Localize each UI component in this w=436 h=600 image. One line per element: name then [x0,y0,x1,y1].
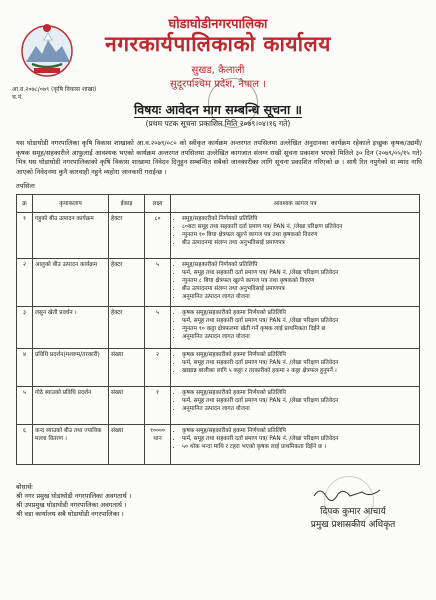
signatory-title: प्रमुख प्रशासकीय अधिकृत [310,520,396,530]
header-unit: ईकाइ [109,195,145,213]
row-target: ८० [145,213,171,259]
bodhartha-item: श्री उपप्रमुख घोडाघोडी नगरपालिका अवगतार्थ । [16,501,127,509]
header-activity: कृयाकलाप [33,195,109,213]
row-documents [171,259,420,307]
document-item: • समूह/सहकारीको निर्णयको प्रतिलिपि [182,215,417,223]
document-item: • फर्म, समूह तथा सहकारी दर्ता प्रमाण पत्र/ PAN नं. /लेखा परिक्षण प्रतिवेदन [182,397,417,405]
row-sn: ४ [17,349,33,387]
notice-publish-date: (प्रथम पटक सूचना प्रकाशित मिति २०७९।०४।१६ गते) [145,119,291,128]
row-target: १ [145,387,171,425]
table-row [17,425,420,465]
row-activity: गहुको बीउ उत्पादन कार्यक्रम [33,213,109,259]
header-sn: क्र [17,195,33,213]
table-header-row [17,195,420,213]
row-sn: १ [17,213,33,259]
document-item: • फर्म, समूह तथा सहकारी दर्ता प्रमाण पत्र/ PAN नं. /लेखा परिक्षण प्रतिवेदन [182,317,417,325]
row-documents [171,349,420,387]
row-unit: हेक्टर [109,259,145,307]
bodhartha-list [16,492,131,519]
document-item: • ८०बटा समूह तथा सहकारी दर्ता प्रमाण पत्र/ PAN नं. /लेखा परिक्षण प्रतिवेदन [182,223,417,231]
row-documents [171,387,420,425]
bodhartha-label: बोधार्थः [16,483,33,491]
row-unit: हेक्टर [109,307,145,349]
bodhartha-item: श्री नगर प्रमुख घोडाघोडी नगरपालिका अवगतार्थ । [16,492,132,500]
municipality-name: घोडाघोडीनगरपालिका [168,17,268,32]
document-item: • समूह/सहकारीको निर्णयको प्रतिलिपि [182,261,417,269]
row-target: ५ [145,307,171,349]
document-item: • अनुमानित उत्पादन लागत योजना [182,293,417,301]
table-row [17,307,420,349]
header-target: लक्ष्य [145,195,171,213]
document-item: • अनुमानित उत्पादन लागत योजना [182,333,417,341]
reference-fiscal-year: आ.व.२०७८/०७९ (कृषि विकास शाखा) [12,86,97,93]
document-item: • बीउ उत्पादनमा संलग्न तथा अनुभविसाई प्रमाणपत्र [182,285,417,293]
document-item: • कृषक समूह/सहकारीको हकमा निर्णयको प्रतिलिपि [182,351,417,359]
row-unit: संख्या [109,387,145,425]
row-documents [171,213,420,259]
table-row [17,259,420,307]
notice-subject: विषयः आवेदन माग सम्बन्धि सूचना ॥ [133,102,303,117]
row-target: ५ [145,259,171,307]
document-item: • कृषक समूह/सहकारीको हकमा निर्णयको प्रतिलिपि [182,389,417,397]
table-label: तपसिलः [16,182,36,190]
row-unit: हेक्टर [109,213,145,259]
table-row [17,213,420,259]
document-item: • अनुमानित उत्पादन लागत योजना [182,405,417,413]
row-documents [171,307,420,349]
document-item: • ५० थोक भन्दा माथि र टहरा भएको कृषक लाई प्राथमिकता दिईने छ । [182,443,417,451]
document-item: • खाद्यान्न बालीका लागि ५ कठ्ठा र तरकारीको हकमा २ कठ्ठा क्षेत्रफल हुनुपर्ने । [182,367,417,375]
programs-table [16,194,420,465]
row-target: १०००० थान [145,425,171,465]
row-sn: ५ [17,387,33,425]
row-activity: कन्द ब्याउको बीउ तथा ज्याविक मल्ला वितरण । [33,425,109,465]
row-sn: ६ [17,425,33,465]
office-province: सुदूरपश्चिम प्रदेश, नेपाल । [170,79,266,90]
signatory-block [288,506,418,532]
document-item: • न्युनतम १० बिघा क्षेत्रफल खुल्ने कागज पत्र तथा कृषकको विवरण [182,231,417,239]
document-item: • कृषक समूह/सहकारीको हकमा निर्णयको प्रतिलिपि [182,309,417,317]
row-activity: आलुको बीउ उत्पादन कार्यक्रम [33,259,109,307]
document-item: • न्युनतम ८ बिघा क्षेत्रफल खुल्ने कागज पत्र तथा कृषकको विवरण [182,277,417,285]
row-unit: संख्या [109,425,145,465]
table-row [17,387,420,425]
document-item: • न्युनतम १० कठ्ठा क्षेत्रफलमा खेती गर्ने कृषक लाई प्राथमिकता दिईने छ [182,325,417,333]
document-item: • बीउ उत्पादनमा संलग्न तथा अनुभविसाई प्रमाणपत्र [182,239,417,247]
document-item: • फर्म, समूह तथा सहकारी दर्ता प्रमाण पत्र/ PAN नं. /लेखा परिक्षण प्रतिवेदन [182,359,417,367]
notice-body: यस घोडाघोडी नगरपालिका कृषि विकास शाखाको आ.व.२०७९/०८० को स्वीकृत कार्यक्रम अन्तरगत तपसिलमा उल्लेखित अनुदानका कार्यक्रम रहेकाले इच्छुक कृषक/उद्यमी/कृषक समूह/सहकारीले आफुलाई आवश्यक भएको कार्यक्रम अन्तरगत तपसिलमा उल्लेखित कागजात संलग्न राखी सूचना प्रकाशन भएको मितिले ३० दिन (२०७९/०५/१५ गते) भित्र यस घोडाघोडी नगरपालिकाको कृषि विकास शाखामा निवेदन दिनुहुन सम्बन्धित सबैको जानकारीका लागि सूचना प्रकाशित गरिएको छ । साथै रित नपुगेको वा म्याद नाघि आएको निवेदनमा कुनै कारवाही नहुने व्यहोरा जानकारी गराईन्छ । [16,139,422,176]
row-target: २ [145,349,171,387]
bodhartha-item: श्री वडा कार्यालय सबै घोडाघोडी नगरपालिका । [16,510,124,518]
signatory-name: दिपक कुमार आचार्य [320,507,386,517]
row-activity: लसुन खेती प्रवर्धन । [33,307,109,349]
reference-dispatch-number: च.नं. [12,94,23,101]
row-activity: गोठे ब्याउको प्रविधि प्रदर्शन [33,387,109,425]
header-documents: आवश्यक कागज पत्र [171,195,420,213]
document-item: • फर्म, समूह तथा सहकारी दर्ता प्रमाण पत्र/ PAN नं. /लेखा परिक्षण प्रतिवेदन [182,435,417,443]
table-row [17,349,420,387]
row-unit: संख्या [109,349,145,387]
row-documents [171,425,420,465]
row-sn: ३ [17,307,33,349]
office-title: नगरकार्यपालिकाको कार्यालय [105,32,331,56]
document-item: • फर्म, समूह तथा सहकारी दर्ता प्रमाण पत्र/ PAN नं. /लेखा परिक्षण प्रतिवेदन [182,269,417,277]
row-sn: २ [17,259,33,307]
row-activity: प्रविधि प्रदर्शन(मशरुम/तरकारी) [33,349,109,387]
office-location: सुखड, कैलाली [191,65,245,76]
document-item: • कृषक समूह/सहकारीको हकमा निर्णयको प्रतिलिपि [182,427,417,435]
